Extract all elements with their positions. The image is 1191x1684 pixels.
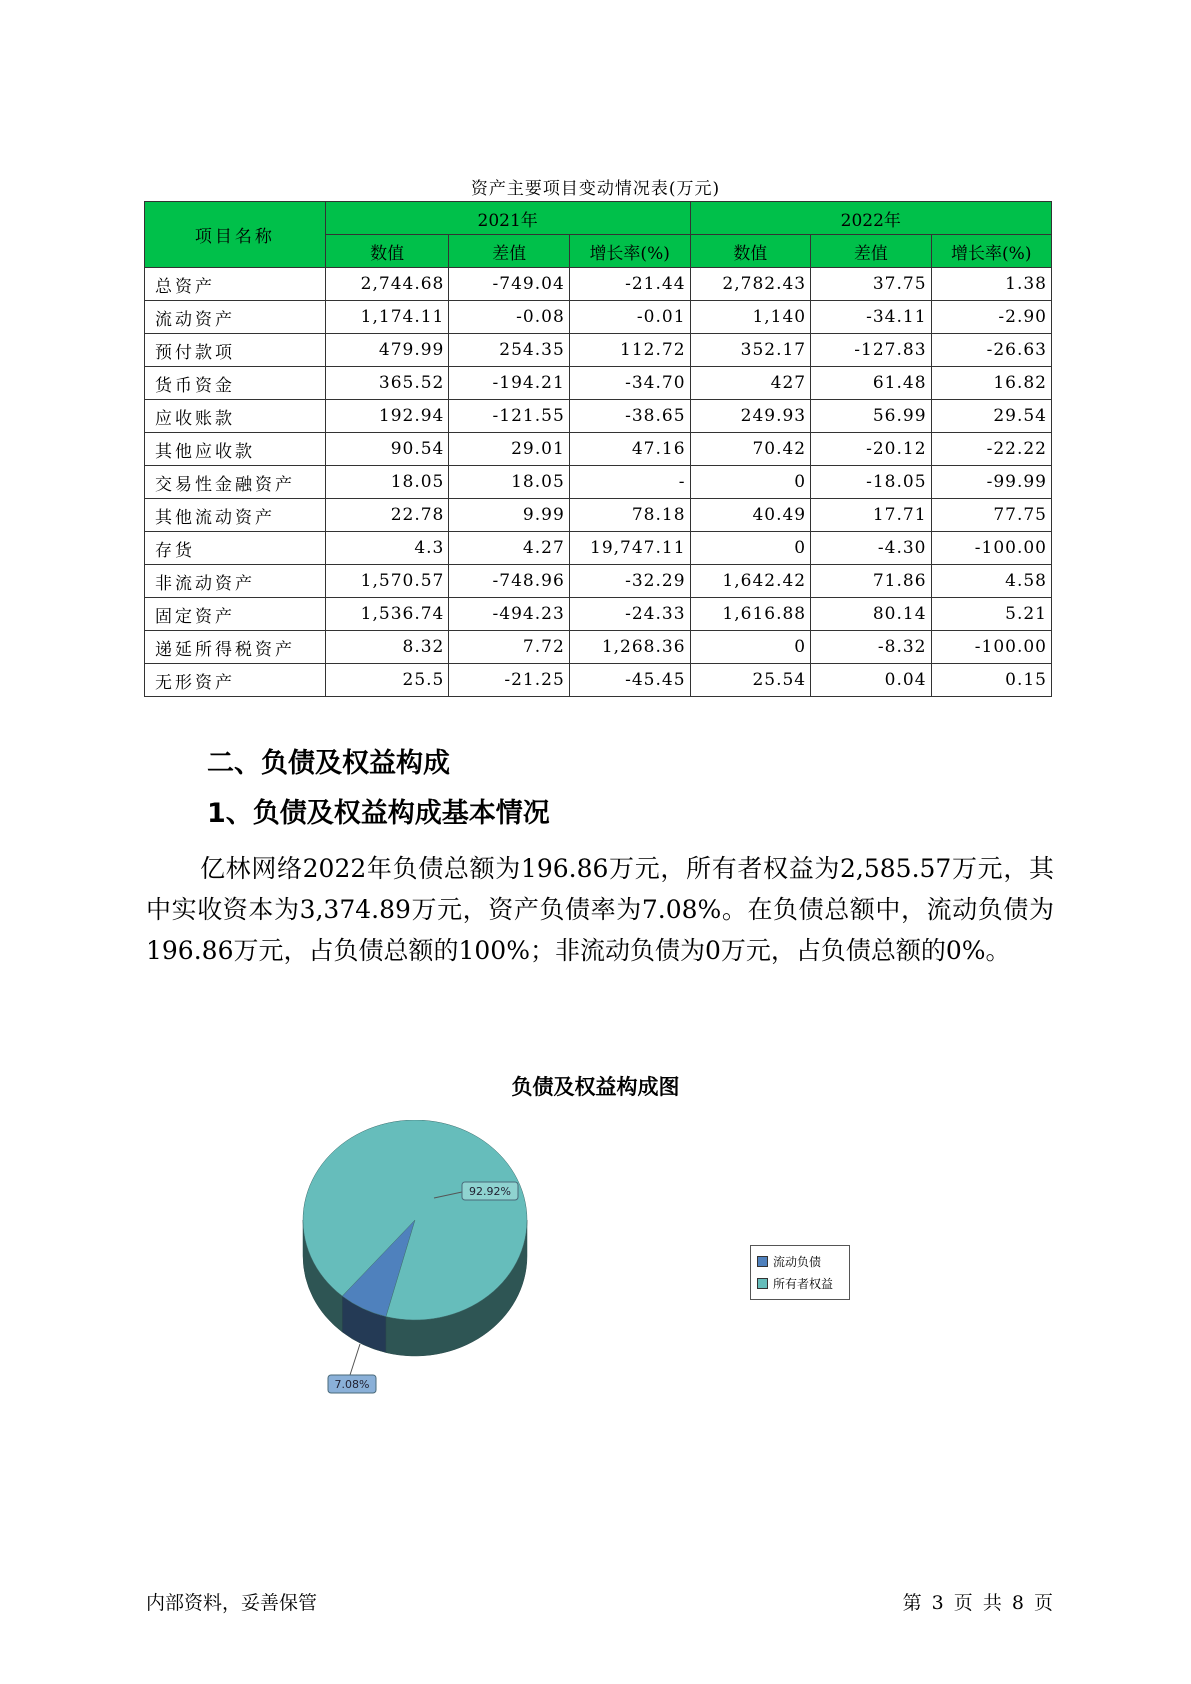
row-cell-r1: -38.65	[569, 400, 690, 433]
row-cell-d2: -34.11	[811, 301, 931, 334]
row-item-name: 递延所得税资产	[145, 631, 326, 664]
row-cell-r1: 47.16	[569, 433, 690, 466]
table-row	[145, 664, 1052, 697]
row-cell-v1: 18.05	[325, 466, 449, 499]
pie-slice-1	[303, 1120, 527, 1320]
row-cell-v1: 1,570.57	[325, 565, 449, 598]
row-cell-d2: 0.04	[811, 664, 931, 697]
row-cell-d2: 80.14	[811, 598, 931, 631]
row-item-name: 货币资金	[145, 367, 326, 400]
row-cell-v2: 0	[690, 532, 811, 565]
row-cell-r1: 112.72	[569, 334, 690, 367]
row-cell-v2: 1,140	[690, 301, 811, 334]
row-cell-r2: 0.15	[931, 664, 1051, 697]
row-cell-r2: 29.54	[931, 400, 1051, 433]
row-cell-v1: 8.32	[325, 631, 449, 664]
row-cell-r1: -32.29	[569, 565, 690, 598]
row-item-name: 预付款项	[145, 334, 326, 367]
row-cell-r1: -24.33	[569, 598, 690, 631]
table-row	[145, 268, 1052, 301]
row-cell-r1: -	[569, 466, 690, 499]
row-cell-v1: 22.78	[325, 499, 449, 532]
header-value: 数值	[325, 235, 449, 268]
row-cell-d1: -194.21	[449, 367, 569, 400]
header-year-2022: 2022年	[690, 202, 1051, 235]
row-cell-d2: -127.83	[811, 334, 931, 367]
row-cell-r2: 5.21	[931, 598, 1051, 631]
row-cell-v1: 4.3	[325, 532, 449, 565]
row-cell-d1: 4.27	[449, 532, 569, 565]
row-cell-r1: 78.18	[569, 499, 690, 532]
row-cell-d1: -121.55	[449, 400, 569, 433]
row-cell-d1: -21.25	[449, 664, 569, 697]
legend-label: 所有者权益	[773, 1276, 834, 1291]
row-cell-d2: 37.75	[811, 268, 931, 301]
row-cell-v2: 70.42	[690, 433, 811, 466]
pie-label-leader-0	[350, 1344, 360, 1375]
row-cell-d1: -0.08	[449, 301, 569, 334]
row-cell-r1: -34.70	[569, 367, 690, 400]
table-row	[145, 334, 1052, 367]
asset-changes-table	[144, 201, 1052, 697]
row-cell-v2: 2,782.43	[690, 268, 811, 301]
row-cell-v1: 479.99	[325, 334, 449, 367]
row-cell-v2: 40.49	[690, 499, 811, 532]
row-cell-v1: 1,536.74	[325, 598, 449, 631]
row-cell-d1: 29.01	[449, 433, 569, 466]
row-item-name: 交易性金融资产	[145, 466, 326, 499]
row-item-name: 总资产	[145, 268, 326, 301]
sub-heading: 1、负债及权益构成基本情况	[207, 798, 550, 829]
table-row	[145, 565, 1052, 598]
row-cell-v1: 2,744.68	[325, 268, 449, 301]
header-rate: 增长率(%)	[569, 235, 690, 268]
row-cell-v1: 192.94	[325, 400, 449, 433]
legend-swatch	[757, 1256, 768, 1267]
row-cell-d1: 7.72	[449, 631, 569, 664]
row-cell-d2: -20.12	[811, 433, 931, 466]
row-item-name: 应收账款	[145, 400, 326, 433]
row-cell-r1: -21.44	[569, 268, 690, 301]
row-item-name: 流动资产	[145, 301, 326, 334]
row-cell-r2: 1.38	[931, 268, 1051, 301]
row-cell-d1: -748.96	[449, 565, 569, 598]
row-cell-v1: 365.52	[325, 367, 449, 400]
row-cell-v2: 1,616.88	[690, 598, 811, 631]
header-diff: 差值	[811, 235, 931, 268]
row-item-name: 无形资产	[145, 664, 326, 697]
row-cell-v2: 249.93	[690, 400, 811, 433]
row-cell-d2: -4.30	[811, 532, 931, 565]
header-item-name: 项目名称	[145, 202, 326, 268]
row-cell-v1: 1,174.11	[325, 301, 449, 334]
row-cell-v2: 427	[690, 367, 811, 400]
footer-confidential: 内部资料，妥善保管	[146, 1592, 318, 1614]
row-cell-d2: -8.32	[811, 631, 931, 664]
pie-data-label-0: 7.08%	[334, 1378, 370, 1391]
pie-chart	[300, 1120, 600, 1400]
table-row	[145, 631, 1052, 664]
row-cell-v2: 352.17	[690, 334, 811, 367]
row-cell-d2: 56.99	[811, 400, 931, 433]
row-cell-r2: -100.00	[931, 532, 1051, 565]
table-row	[145, 367, 1052, 400]
pie-data-label-1: 92.92%	[469, 1185, 511, 1198]
row-cell-v1: 90.54	[325, 433, 449, 466]
row-cell-v2: 0	[690, 631, 811, 664]
row-cell-d1: 254.35	[449, 334, 569, 367]
row-cell-r1: 1,268.36	[569, 631, 690, 664]
header-value: 数值	[690, 235, 811, 268]
row-cell-r2: 77.75	[931, 499, 1051, 532]
table-row	[145, 598, 1052, 631]
row-cell-r1: 19,747.11	[569, 532, 690, 565]
row-item-name: 其他流动资产	[145, 499, 326, 532]
legend-label: 流动负债	[773, 1254, 822, 1269]
row-cell-r2: -26.63	[931, 334, 1051, 367]
header-diff: 差值	[449, 235, 569, 268]
summary-paragraph: 亿林网络2022年负债总额为196.86万元，所有者权益为2,585.57万元，其中实收资本为3,374.89万元，资产负债率为7.08%。在负债总额中，流动负债为196.86万元，占负债总额的100%；非流动负债为0万元，占负债总额的0%。	[146, 854, 1054, 965]
row-cell-v2: 25.54	[690, 664, 811, 697]
row-cell-d2: -18.05	[811, 466, 931, 499]
row-cell-d2: 61.48	[811, 367, 931, 400]
table-row	[145, 466, 1052, 499]
row-cell-r2: -22.22	[931, 433, 1051, 466]
chart-title: 负债及权益构成图	[511, 1075, 680, 1099]
row-cell-v2: 1,642.42	[690, 565, 811, 598]
header-year-2021: 2021年	[325, 202, 690, 235]
row-cell-r2: 4.58	[931, 565, 1051, 598]
table-row	[145, 532, 1052, 565]
row-cell-d2: 17.71	[811, 499, 931, 532]
legend-swatch	[757, 1278, 768, 1289]
table-row	[145, 433, 1052, 466]
row-cell-d1: -749.04	[449, 268, 569, 301]
footer-page-number: 第 3 页 共 8 页	[902, 1592, 1053, 1614]
row-cell-r2: 16.82	[931, 367, 1051, 400]
row-cell-d2: 71.86	[811, 565, 931, 598]
row-item-name: 固定资产	[145, 598, 326, 631]
header-rate: 增长率(%)	[931, 235, 1051, 268]
table-row	[145, 301, 1052, 334]
section-heading: 二、负债及权益构成	[207, 748, 450, 779]
chart-legend	[750, 1245, 850, 1300]
table-caption: 资产主要项目变动情况表(万元)	[470, 179, 721, 199]
row-item-name: 非流动资产	[145, 565, 326, 598]
legend-item	[757, 1250, 843, 1272]
row-cell-r2: -99.99	[931, 466, 1051, 499]
row-cell-d1: 18.05	[449, 466, 569, 499]
row-cell-v2: 0	[690, 466, 811, 499]
table-row	[145, 400, 1052, 433]
row-item-name: 存货	[145, 532, 326, 565]
row-cell-r1: -45.45	[569, 664, 690, 697]
row-cell-v1: 25.5	[325, 664, 449, 697]
row-cell-d1: -494.23	[449, 598, 569, 631]
table-row	[145, 499, 1052, 532]
row-cell-r1: -0.01	[569, 301, 690, 334]
row-cell-d1: 9.99	[449, 499, 569, 532]
row-cell-r2: -100.00	[931, 631, 1051, 664]
row-cell-r2: -2.90	[931, 301, 1051, 334]
legend-item	[757, 1272, 843, 1294]
row-item-name: 其他应收款	[145, 433, 326, 466]
